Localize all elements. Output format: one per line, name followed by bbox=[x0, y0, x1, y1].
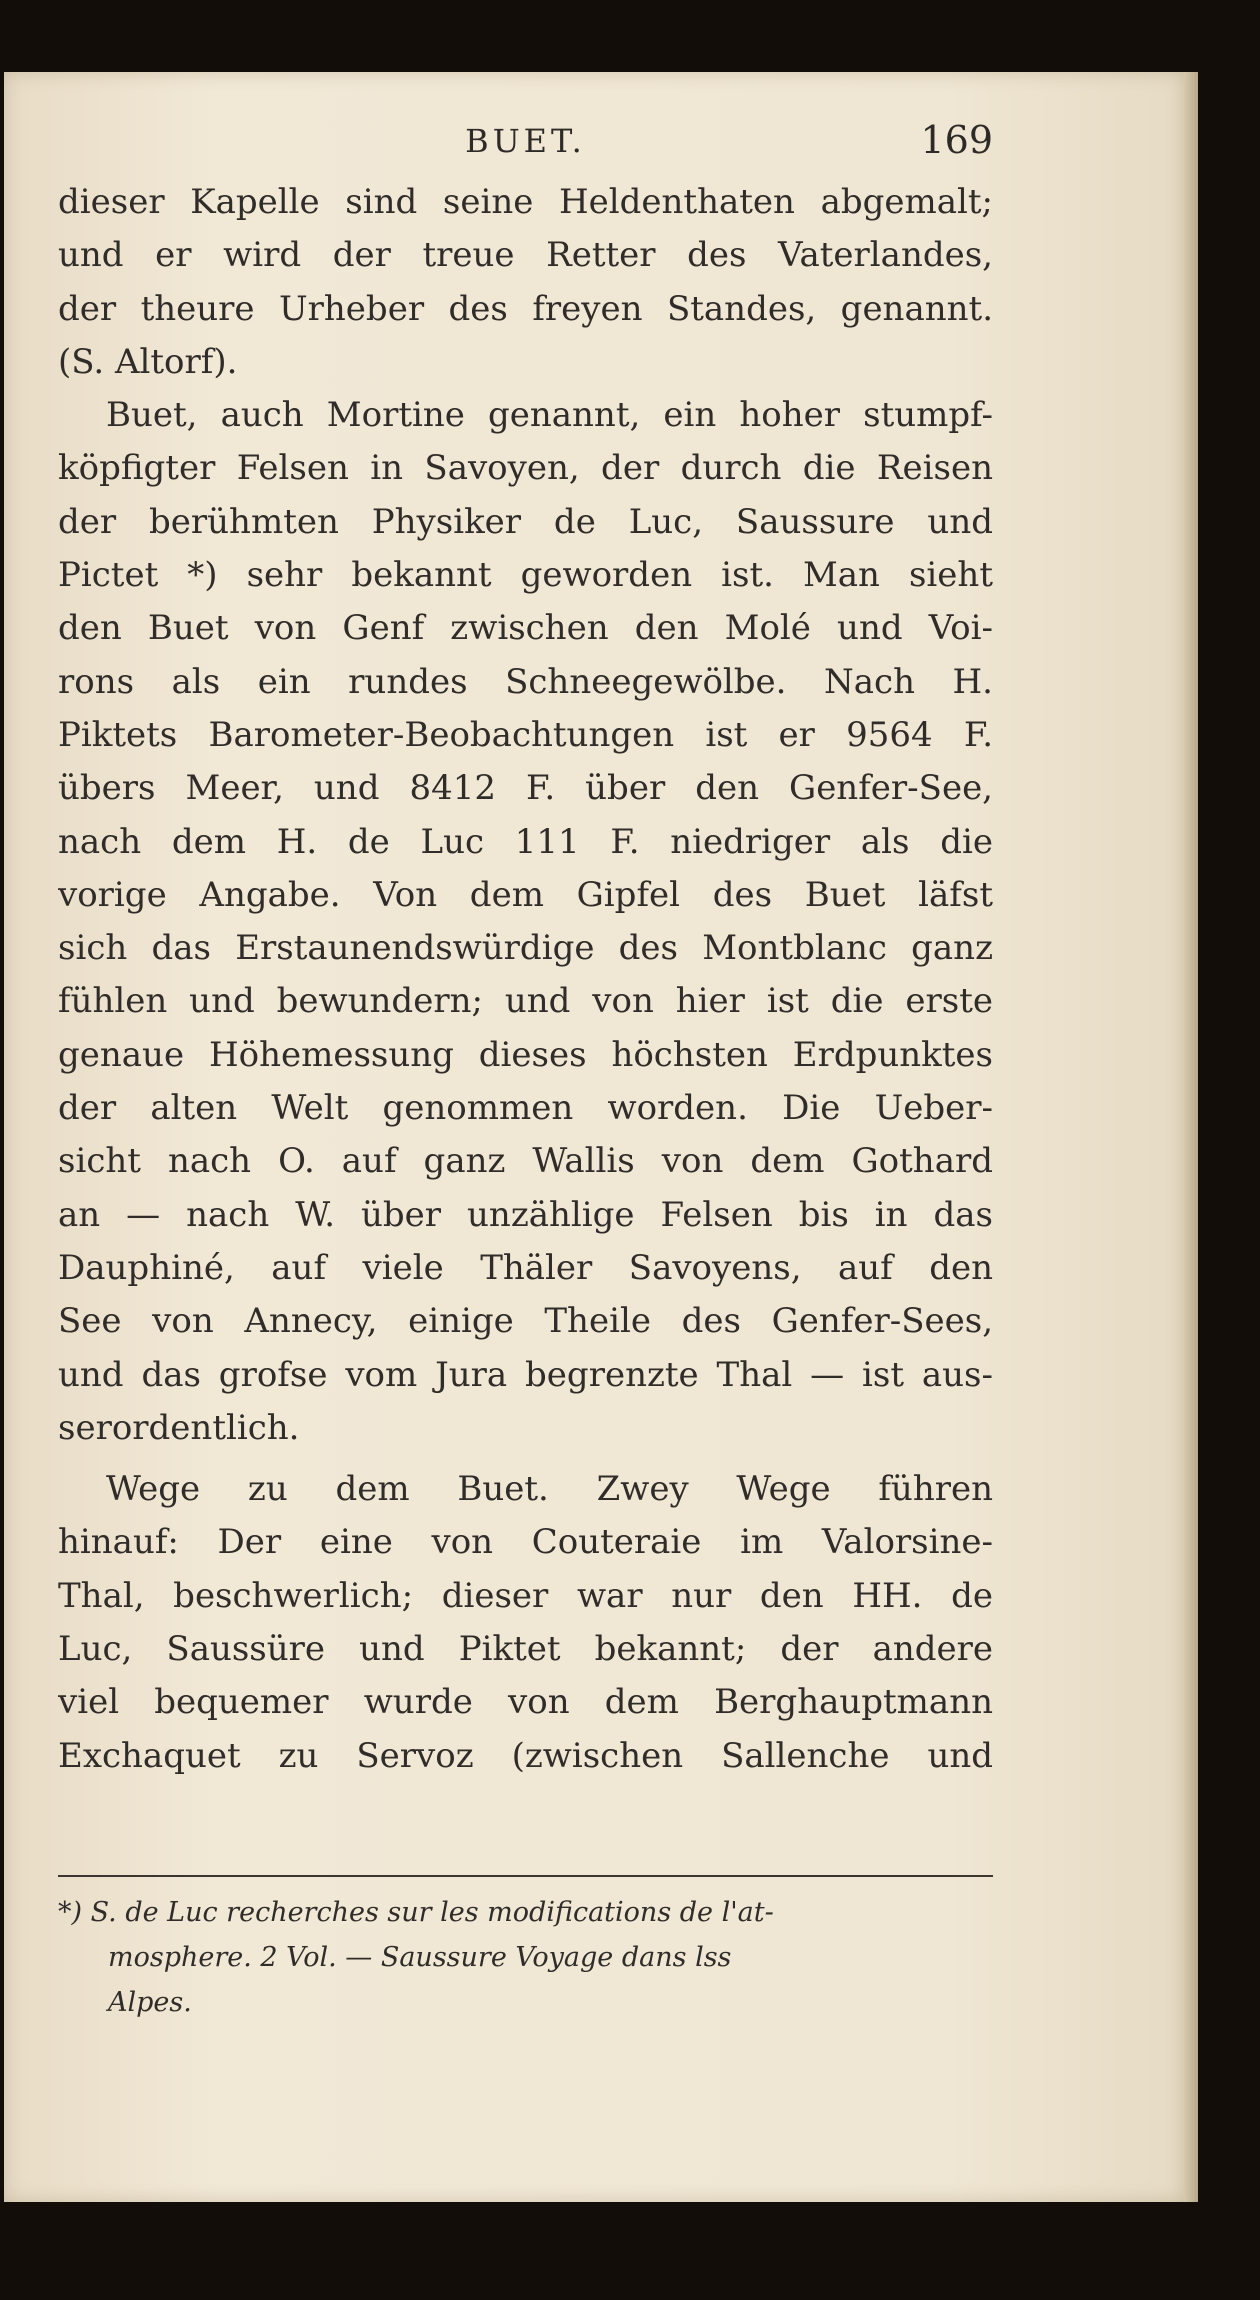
text-line: an — nach W. über unzählige Felsen bis in das bbox=[58, 1194, 993, 1235]
text-line: und er wird der treue Retter des Vaterlandes, bbox=[58, 235, 993, 276]
text-line: genaue Höhemessung dieses höchsten Erdpunktes bbox=[58, 1034, 993, 1075]
footnote-line: Alpes. bbox=[108, 1987, 192, 2018]
text-line: Buet, auch Mortine genannt, ein hoher stumpf- bbox=[106, 395, 993, 436]
text-line: vorige Angabe. Von dem Gipfel des Buet läfst bbox=[58, 874, 993, 915]
text-line: viel bequemer wurde von dem Berghauptmann bbox=[58, 1682, 993, 1723]
text-line: der alten Welt genommen worden. Die Ueber- bbox=[58, 1088, 993, 1129]
running-head: BUET. bbox=[465, 122, 586, 160]
text-line: Pictet *) sehr bekannt geworden ist. Man sieht bbox=[58, 555, 993, 596]
page-header bbox=[58, 118, 993, 168]
text-line: Thal, beschwerlich; dieser war nur den HH. de bbox=[58, 1575, 993, 1616]
footnote-line: mosphere. 2 Vol. — Saussure Voyage dans lss bbox=[108, 1942, 732, 1973]
text-line: Wege zu dem Buet. Zwey Wege führen bbox=[106, 1469, 993, 1510]
text-line: den Buet von Genf zwischen den Molé und Voi- bbox=[58, 608, 993, 649]
text-line: und das grofse vom Jura begrenzte Thal — ist aus- bbox=[58, 1354, 993, 1395]
text-line: Luc, Saussüre und Piktet bekannt; der andere bbox=[58, 1629, 993, 1670]
text-line: der theure Urheber des freyen Standes, genannt. bbox=[58, 288, 993, 329]
text-line: Piktets Barometer-Beobachtungen ist er 9564 F. bbox=[58, 714, 993, 755]
footnote-line: *) S. de Luc recherches sur les modifications de l'at- bbox=[58, 1897, 774, 1928]
text-line: hinauf: Der eine von Couteraie im Valorsine- bbox=[58, 1522, 993, 1563]
text-line: übers Meer, und 8412 F. über den Genfer-See, bbox=[58, 768, 993, 809]
body-text bbox=[58, 176, 993, 1783]
footnote bbox=[58, 1890, 993, 2025]
text-line: sich das Erstaunendswürdige des Montblanc ganz bbox=[58, 928, 993, 969]
text-line: köpfigter Felsen in Savoyen, der durch die Reisen bbox=[58, 448, 993, 489]
text-line: fühlen und bewundern; und von hier ist die erste bbox=[58, 981, 993, 1022]
page-number: 169 bbox=[920, 118, 993, 162]
text-line: See von Annecy, einige Theile des Genfer-Sees, bbox=[58, 1301, 993, 1342]
footnote-rule bbox=[58, 1875, 993, 1877]
text-line: Dauphiné, auf viele Thäler Savoyens, auf den bbox=[58, 1247, 993, 1288]
text-line: dieser Kapelle sind seine Heldenthaten abgemalt; bbox=[58, 182, 993, 222]
text-line: der berühmten Physiker de Luc, Saussure und bbox=[58, 501, 993, 542]
text-line: nach dem H. de Luc 111 F. niedriger als die bbox=[58, 821, 993, 862]
text-line: serordentlich. bbox=[58, 1407, 300, 1448]
text-line: rons als ein rundes Schneegewölbe. Nach H. bbox=[58, 661, 993, 702]
text-line: (S. Altorf). bbox=[58, 341, 238, 382]
text-line: Exchaquet zu Servoz (zwischen Sallenche und bbox=[58, 1735, 993, 1776]
text-line: sicht nach O. auf ganz Wallis von dem Gothard bbox=[58, 1141, 993, 1182]
